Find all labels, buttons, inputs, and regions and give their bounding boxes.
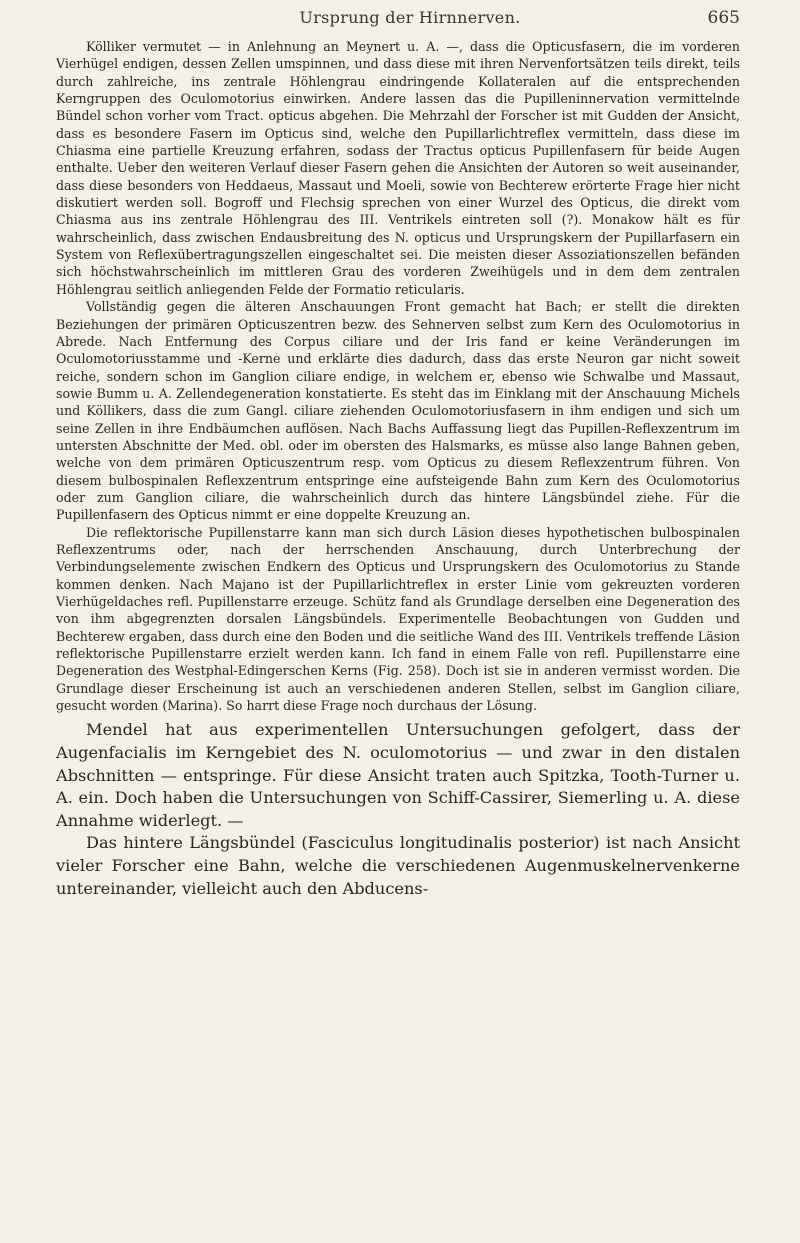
page-number: 665 [707,8,740,28]
large-print-section [56,719,740,900]
running-title: Ursprung der Hirnnerven. [299,8,521,27]
paragraph: Kölliker vermutet — in Anlehnung an Meynert u. A. —, dass die Opticusfasern, die im vorderen Vierhügel endigen, dessen Zellen umspinnen, und dass diese mit ihren Nervenfortsätzen teils direkt, teils durch zahlreiche, ins zentrale Höhlengrau eindringende Kollateralen auf die entsprechenden Kerngruppen des Oculomotorius einwirken. Andere lassen das die Pupilleninnervation vermittelnde Bündel schon vorher vom Tract. opticus abgehen. Die Mehrzahl der Forscher ist mit Gudden der Ansicht, dass es besondere Fasern im Opticus sind, welche den Pupillarlichtreflex vermitteln, dass diese im Chiasma eine partielle Kreuzung erfahren, sodass der Tractus opticus Pupillenfasern für beide Augen enthalte. Ueber den weiteren Verlauf dieser Fasern gehen die Ansichten der Autoren so weit auseinander, dass diese besonders von Heddaeus, Massaut und Moeli, sowie von Bechterew erörterte Frage hier nicht diskutiert werden soll. Bogroff und Flechsig sprechen von einer Wurzel des Opticus, die direkt vom Chiasma aus ins zentrale Höhlengrau des III. Ventrikels eintreten soll (?). Monakow hält es für wahrscheinlich, dass zwischen Endausbreitung des N. opticus und Ursprungskern der Pupillarfasern ein System von Reflexübertragungszellen eingeschaltet sei. Die meisten dieser Assoziationszellen befänden sich höchstwahrscheinlich im mittleren Grau des vorderen Zweihügels und in dem dem zentralen Höhlengrau seitlich anliegenden Felde der Formatio reticularis. [56,39,740,297]
small-print-section [56,38,740,714]
paragraph: Mendel hat aus experimentellen Untersuchungen gefolgert, dass der Augenfacialis im Kerngebiet des N. oculomotorius — und zwar in den distalen Abschnitten — entspringe. Für diese Ansicht traten auch Spitzka, Tooth-Turner u. A. ein. Doch haben die Untersuchungen von Schiff-Cassirer, Siemerling u. A. diese Annahme widerlegt. — [56,720,740,830]
paragraph: Die reflektorische Pupillenstarre kann man sich durch Läsion dieses hypothetischen bulbospinalen Reflexzentrums oder, nach der herrschenden Anschauung, durch Unterbrechung der Verbindungselemente zwischen Endkern des Opticus und Ursprungskern des Oculomotorius zu Stande kommen denken. Nach Majano ist der Pupillarlichtreflex in erster Linie vom gekreuzten vorderen Vierhügeldaches refl. Pupillenstarre erzeuge. Schütz fand als Grundlage derselben eine Degeneration des von ihm abgegrenzten dorsalen Längsbündels. Experimentelle Beobachtungen von Gudden und Bechterew ergaben, dass durch eine den Boden und die seitliche Wand des III. Ventrikels treffende Läsion reflektorische Pupillenstarre erzielt werden kann. Ich fand in einem Falle von refl. Pupillenstarre eine Degeneration des Westphal-Edingerschen Kerns (Fig. 258). Doch ist sie in anderen vermisst worden. Die Grundlage dieser Erscheinung ist auch an verschiedenen anderen Stellen, selbst im Ganglion ciliare, gesucht worden (Marina). So harrt diese Frage noch durchaus der Lösung. [56,524,740,714]
paragraph: Vollständig gegen die älteren Anschauungen Front gemacht hat Bach; er stellt die direkten Beziehungen der primären Opticuszentren bezw. des Sehnerven selbst zum Kern des Oculomotorius in Abrede. Nach Entfernung des Corpus ciliare und der Iris fand er keine Veränderungen im Oculomotoriusstamme und -Kerne und erklärte dies dadurch, dass das erste Neuron gar nicht soweit reiche, sondern schon im Ganglion ciliare endige, in welchem er, ebenso wie Schwalbe und Massaut, sowie Bumm u. A. Zellendegeneration konstatierte. Es steht das im Einklang mit der Anschauung Michels und Köllikers, dass die zum Gangl. ciliare ziehenden Oculomotoriusfasern in ihm endigen und sich um seine Zellen in ihre Endbäumchen auflösen. Nach Bachs Auffassung liegt das Pupillen-Reflexzentrum im untersten Abschnitte der Med. obl. oder im obersten des Halsmarks, es müsse also lange Bahnen geben, welche von dem primären Opticuszentrum resp. vom Opticus zu diesem Reflexzentrum führen. Von diesem bulbospinalen Reflexzentrum entspringe eine aufsteigende Bahn zum Kern des Oculomotorius oder zum Ganglion ciliare, die wahrscheinlich durch das hintere Längsbündel ziehe. Für die Pupillenfasern des Opticus nimmt er eine doppelte Kreuzung an. [56,299,740,523]
running-head [80,8,740,32]
paragraph: Das hintere Längsbündel (Fasciculus longitudinalis posterior) ist nach Ansicht vieler Forscher eine Bahn, welche die verschiedenen Augenmuskelnervenkerne untereinander, vielleicht auch den Abducens- [56,833,740,898]
body-text [56,38,740,900]
